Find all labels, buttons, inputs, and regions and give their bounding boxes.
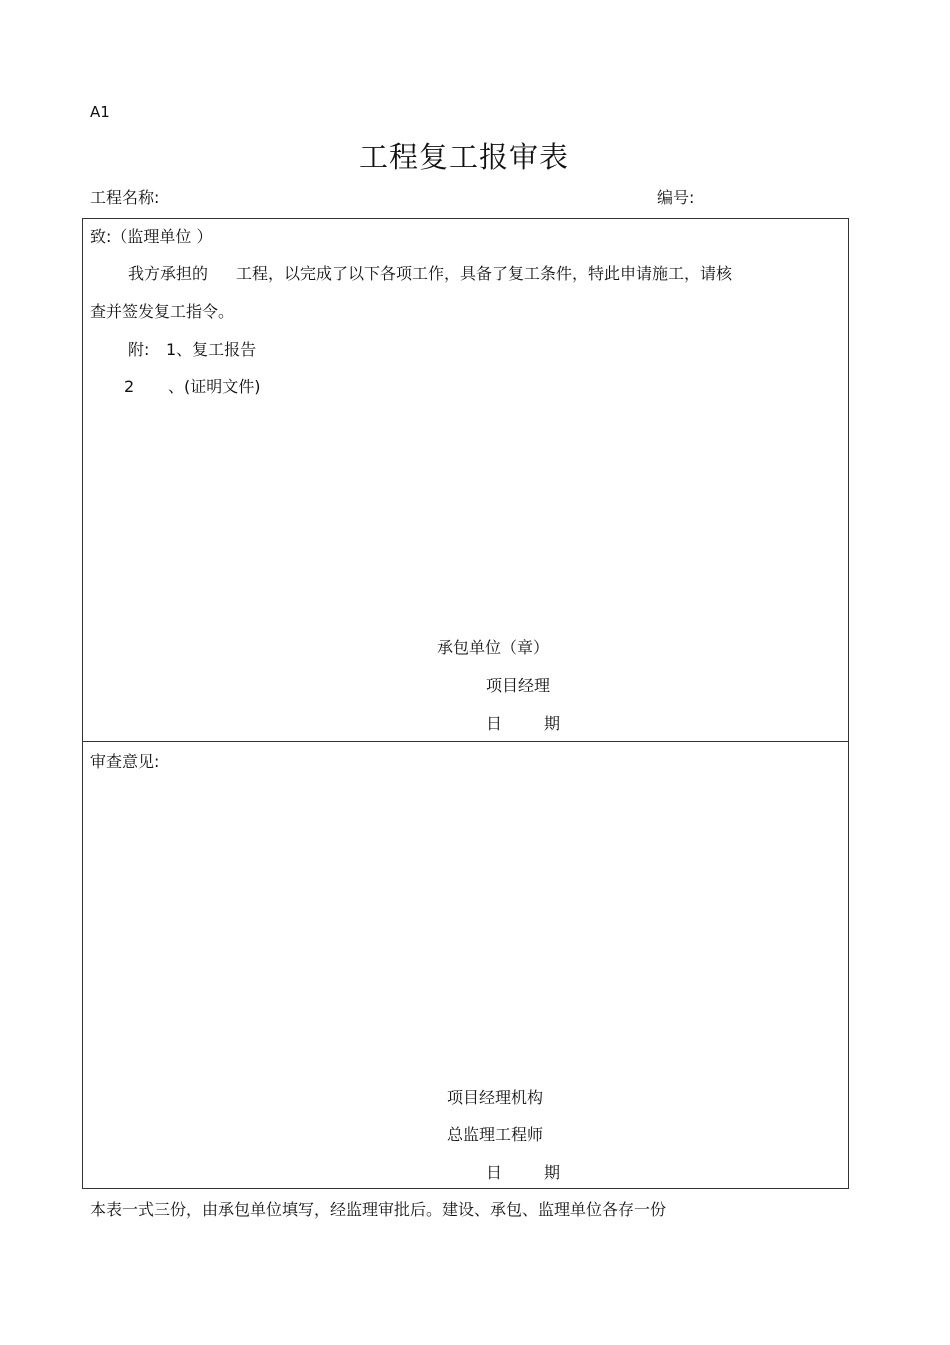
footer-note: 本表一式三份，由承包单位填写，经监理审批后。建设、承包、监理单位各存一份: [90, 1200, 667, 1219]
attachment-item-2-number: 2: [124, 377, 135, 396]
application-body-part-1: 我方承担的: [128, 264, 209, 283]
addressee-line: 致:（监理单位 ）: [90, 227, 213, 246]
application-body-line-1: [128, 264, 732, 284]
project-manager-org-label: 项目经理机构: [447, 1088, 544, 1107]
serial-number-label: 编号:: [657, 188, 695, 207]
application-body-line-2: 查并签发复工指令。: [90, 302, 235, 321]
application-section: [82, 218, 849, 742]
attachment-item-2-text: 、(证明文件): [168, 377, 261, 396]
review-section: [82, 741, 849, 1189]
project-manager-label: 项目经理: [486, 676, 551, 695]
application-date-char-1: 日: [486, 714, 503, 733]
application-date-label: [486, 714, 560, 734]
project-name-label: 工程名称:: [90, 188, 160, 207]
form-code: A1: [90, 103, 110, 121]
application-date-char-2: 期: [544, 714, 561, 733]
attachment-item-1: 1、复工报告: [166, 340, 257, 359]
review-date-char-2: 期: [544, 1163, 561, 1182]
page-title: 工程复工报审表: [358, 140, 569, 174]
review-date-label: [486, 1163, 560, 1183]
chief-supervisor-label: 总监理工程师: [447, 1125, 544, 1144]
attachments-label: 附:: [128, 340, 150, 359]
contractor-seal-label: 承包单位（章）: [437, 638, 550, 657]
application-body-part-2: 工程，以完成了以下各项工作，具备了复工条件，特此申请施工，请核: [236, 264, 733, 283]
review-date-char-1: 日: [486, 1163, 503, 1182]
review-opinion-label: 审查意见:: [90, 752, 160, 771]
